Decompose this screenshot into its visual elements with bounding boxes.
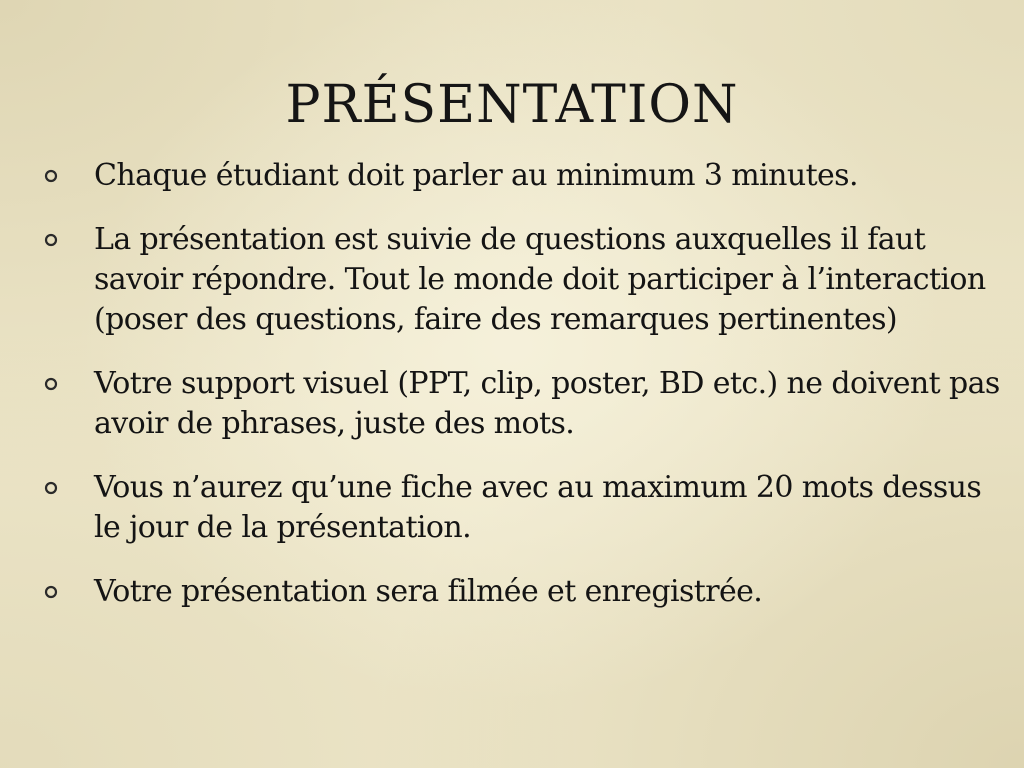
hollow-circle-icon bbox=[44, 481, 58, 495]
bullet-text: Votre support visuel (PPT, clip, poster, BD etc.) ne doivent pas avoir de phrases, juste des mots. bbox=[94, 366, 1000, 441]
hollow-circle-icon bbox=[44, 169, 58, 183]
bullet-text: La présentation est suivie de questions auxquelles il faut savoir répondre. Tout le monde doit participer à l’interaction (poser des questions, faire des remarques pertinentes) bbox=[94, 222, 986, 337]
hollow-circle-icon bbox=[44, 233, 58, 247]
bullet-item bbox=[44, 572, 1004, 612]
bullet-item bbox=[44, 468, 1004, 548]
bullet-item bbox=[44, 220, 1004, 340]
slide-title: PRÉSENTATION bbox=[285, 75, 739, 135]
bullet-item bbox=[44, 156, 1004, 196]
bullet-text: Chaque étudiant doit parler au minimum 3 minutes. bbox=[94, 158, 858, 193]
bullet-item bbox=[44, 364, 1004, 444]
hollow-circle-icon bbox=[44, 585, 58, 599]
bullet-text: Vous n’aurez qu’une fiche avec au maximum 20 mots dessus le jour de la présentation. bbox=[94, 470, 982, 545]
bullet-list bbox=[44, 156, 1004, 636]
bullet-text: Votre présentation sera filmée et enregistrée. bbox=[94, 574, 763, 609]
hollow-circle-icon bbox=[44, 377, 58, 391]
